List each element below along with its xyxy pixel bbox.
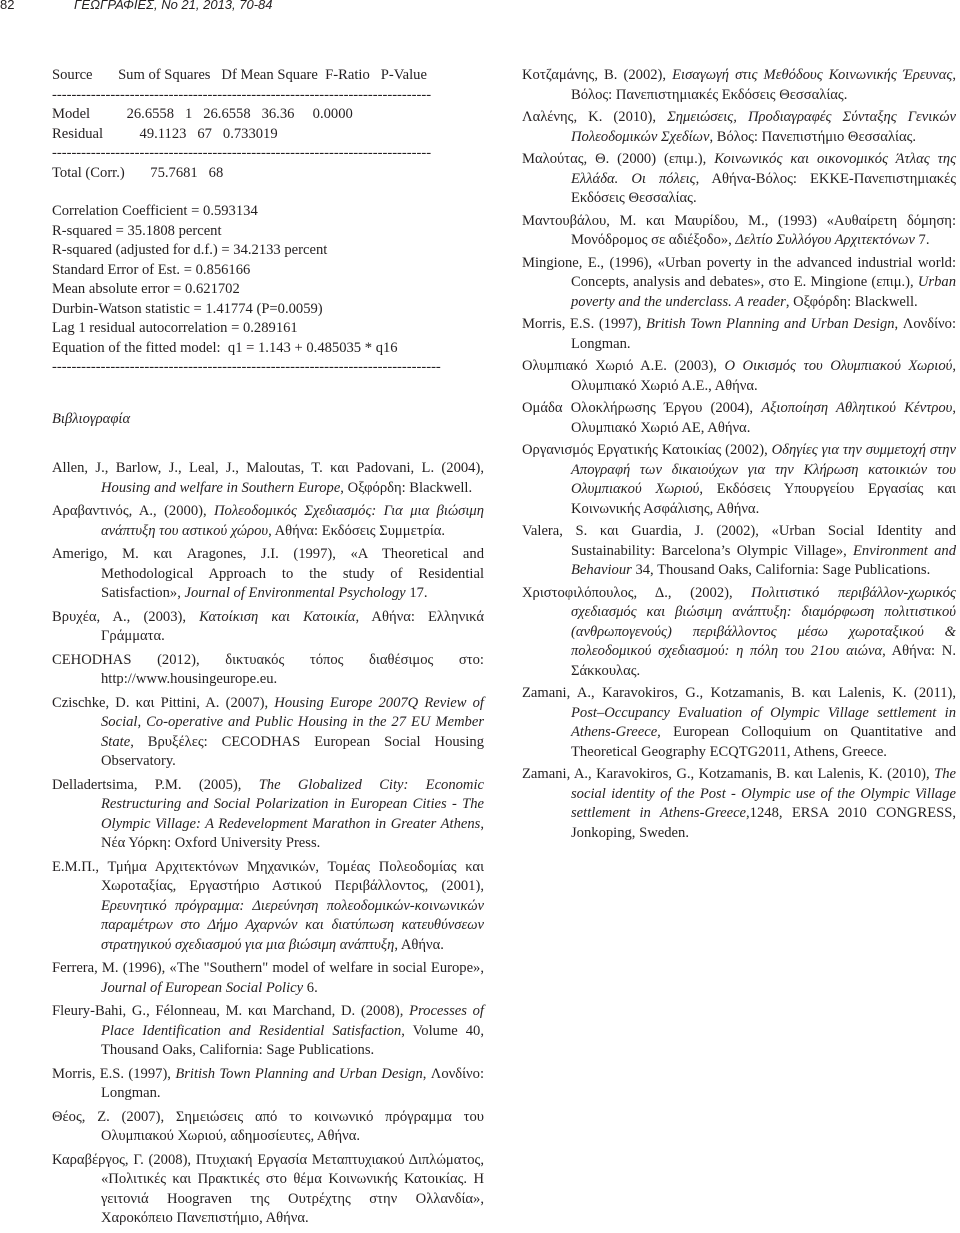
reference-text: , Volume 40, Thousand Oaks, California: Sage Publications. <box>101 1022 485 1058</box>
reference-text: European Colloquium on Quantitative and Theoretical Geography ECQTG2011, Athens, Greece. <box>571 724 956 760</box>
reference-text: Βρυχέα, Α., (2003), <box>52 608 200 625</box>
reference-title: Πολιτιστικό περιβάλλον-χωρικός σχεδιασμός και βιώσιμη ανάπτυξη: διαμόρφωση πολιτιστικού (ανθρωπογενούς) περιβάλλοντος μέσω χωροταξικού & πολεοδομικού σχεδιασμού: η πόλη του 21ου αιώνα <box>571 584 956 659</box>
journal-title: ΓΕΩΓΡΑΦΙΕΣ, Νο 21, 2013, 70-84 <box>74 0 273 12</box>
stats-table-header: Source Sum of Squares Df Mean Square F-Ratio P-Value <box>52 67 427 83</box>
reference-text: 6. <box>303 979 318 996</box>
reference-title: Journal of Environmental Psychology <box>184 585 406 601</box>
reference-title: Αξιοποίηση Αθλητικού Κέντρου <box>761 400 953 416</box>
reference-text: Czischke, D. και Pittini, A. (2007), <box>52 694 275 711</box>
reference-text: Καραβέργος, Γ. (2008), Πτυχιακή Εργασία Μεταπτυχιακού Διπλώματος, «Πολιτικές και Πρακτικές στο θέμα Κοινωνικής Κατοικίας. Η γειτονιά Hoograven της Ουτρέχτης στην Ολλανδία», Χαροκόπειο Πανεπιστήμιο, Αθήνα. <box>52 1151 484 1226</box>
reference-text: , Λονδίνο: Longman. <box>571 316 956 352</box>
reference-text: , Ολυμπιακό Χωριό ΑΕ, Αθήνα. <box>571 400 956 436</box>
stats-line: Equation of the fitted model: q1 = 1.143 + 0.485035 * q16 <box>52 339 398 356</box>
reference-text: Morris, E.S. (1997), <box>52 1065 176 1082</box>
reference-entry <box>52 1065 484 1104</box>
stats-residual-row: Residual 49.1123 67 0.733019 <box>52 125 278 142</box>
right-column <box>522 66 956 846</box>
reference-title: The social identity of the Post - Olympic use of the Olympic Village settlement in Athens-Greece <box>571 766 956 821</box>
reference-entry <box>52 459 484 498</box>
reference-text: , Λονδίνο: Longman. <box>101 1065 484 1101</box>
reference-text: Zamani, A., Karavokiros, G., Kotzamanis, B. και Lalenis, K. (2010), <box>522 766 935 782</box>
page-number: 82 <box>0 0 15 12</box>
stats-line: Standard Error of Est. = 0.856166 <box>52 261 251 278</box>
reference-entry <box>52 651 484 690</box>
reference-entry <box>522 357 956 396</box>
reference-title: Journal of European Social Policy <box>101 979 304 996</box>
reference-text: , Βόλος: Πανεπιστημιακές Εκδόσεις Θεσσαλίας. <box>571 67 956 103</box>
reference-entry <box>522 765 956 843</box>
stats-line: Mean absolute error = 0.621702 <box>52 281 240 297</box>
reference-title: Ο Οικισμός του Ολυμπιακού Χωριού <box>724 358 953 374</box>
stats-line: R-squared = 35.1808 percent <box>52 222 222 239</box>
stats-rule: ------------------------------------------------------------------------------ <box>52 145 432 161</box>
reference-text: Ferrera, M. (1996), «The "Southern" model of welfare in social Europe», <box>52 960 484 976</box>
reference-title: British Town Planning and Urban Design <box>645 316 895 332</box>
reference-text: Delladertsima, P.M. (2005), <box>52 776 259 793</box>
reference-title: British Town Planning and Urban Design <box>175 1065 423 1082</box>
reference-entry <box>52 858 484 956</box>
reference-entry <box>52 776 484 854</box>
reference-text: CEHODHAS (2012), δικτυακός τόπος διαθέσιμος στο: http://www.housingeurope.eu. <box>52 651 484 687</box>
reference-entry <box>52 694 484 772</box>
reference-title: Ερευνητικό πρόγραμμα: Διερεύνηση πολεοδομικών-κοινωνικών παραμέτρων στο Δήμο Αχαρνών και διατύπωση κατευθύνσεων στρατηγικού σχεδιασμού για μια βιώσιμη ανάπτυξη <box>101 897 484 953</box>
reference-text: , Οξφόρδη: Blackwell. <box>340 479 473 496</box>
reference-title: Processes of Place Identification and Residential Satisfaction <box>101 1003 484 1039</box>
reference-entry <box>52 1108 484 1147</box>
reference-text: Αραβαντινός, Α., (2000), <box>52 503 215 519</box>
left-reference-list <box>52 459 484 1229</box>
reference-text: Οργανισμός Εργατικής Κατοικίας (2002), <box>522 442 772 458</box>
reference-text: Fleury-Bahi, G., Félonneau, M. και Marchand, D. (2008), <box>52 1003 410 1019</box>
reference-text: ,1248, ERSA 2010 CONGRESS, Jonkoping, Sweden. <box>571 805 956 841</box>
reference-text: , Εκδόσεις Υπουργείου Εργασίας και Κοινωνικής Ασφάλισης, Αθήνα. <box>571 481 956 517</box>
reference-entry <box>52 1002 484 1061</box>
stats-line: R-squared (adjusted for d.f.) = 34.2133 percent <box>52 242 328 258</box>
reference-text: , Αθήνα-Βόλος: ΕΚΚΕ-Πανεπιστημιακές Εκδόσεις Θεσσαλίας. <box>571 170 956 206</box>
reference-text: Valera, S. και Guardia, J. (2002), «Urban Social Identity and Sustainability: Barcelona’s Olympic Village», <box>522 523 956 559</box>
reference-text: , Αθήνα: Εκδόσεις Συμμετρία. <box>268 522 446 539</box>
reference-title: Housing and welfare in Southern Europe <box>101 479 341 496</box>
reference-text: Allen, J., Barlow, J., Leal, J., Maloutas, T. και Padovani, L. (2004), <box>52 460 484 476</box>
left-column <box>52 66 484 1233</box>
reference-text: Χριστοφιλόπουλος, Δ., (2002), <box>522 584 752 601</box>
reference-text: Ε.Μ.Π., Τμήμα Αρχιτεκτόνων Μηχανικών, Τομέας Πολεοδομίας και Χωροταξίας, Εργαστήριο Αστικού Περιβάλλοντος, (2001), <box>52 858 484 894</box>
reference-text: 34, Thousand Oaks, California: Sage Publications. <box>631 562 931 578</box>
reference-entry <box>52 1151 484 1229</box>
reference-text: , Βόλος: Πανεπιστήμιο Θεσσαλίας. <box>709 128 917 145</box>
reference-title: Δελτίο Συλλόγου Αρχιτεκτόνων <box>735 232 915 248</box>
reference-text: , Αθήνα: Ν. Σάκκουλας. <box>571 643 956 679</box>
stats-line: Durbin-Watson statistic = 1.41774 (P=0.0059) <box>52 300 323 317</box>
reference-title: The Globalized City: Economic Restructuring and Social Polarization in European Cities - The Olympic Village: A Redevelopment Marathon in Greater Athens <box>101 776 485 832</box>
reference-title: Κοινωνικός και οικονομικός Άτλας της Ελλάδα. Οι πόλεις <box>571 151 956 187</box>
bibliography-heading: Βιβλιογραφία <box>52 410 131 427</box>
reference-title: Πολεοδομικός Σχεδιασμός: Για μια βιώσιμη ανάπτυξη του αστικού χώρου <box>101 503 484 539</box>
reference-title: Οδηγίες για την συμμετοχή στην Απογραφή των δικαιούχων για την Κλήρωση κατοικιών του Ολυμπιακού Χωριού <box>571 442 956 497</box>
reference-text: Ομάδα Ολοκλήρωσης Έργου (2004), <box>522 400 762 416</box>
reference-text: Μαλούτας, Θ. (2000) (επιμ.), <box>522 151 715 167</box>
stats-rule-long: -------------------------------------------------------------------------------- <box>52 359 441 375</box>
reference-entry <box>522 399 956 438</box>
reference-entry <box>52 545 484 604</box>
stats-rule: ------------------------------------------------------------------------------ <box>52 86 432 103</box>
reference-entry <box>522 522 956 581</box>
reference-entry <box>522 315 956 354</box>
regression-output <box>52 66 484 410</box>
reference-entry <box>52 959 484 998</box>
reference-text: Θέος, Ζ. (2007), Σημειώσεις από το κοινωνικό πρόγραμμα του Ολυμπιακού Χωριού, αδημοσίευτες, Αθήνα. <box>52 1108 484 1144</box>
reference-title: Environment and Behaviour <box>571 542 956 578</box>
reference-entry <box>522 66 956 105</box>
reference-text: Zamani, A., Karavokiros, G., Kotzamanis, B. και Lalenis, K. (2011), <box>522 685 956 701</box>
reference-entry <box>522 150 956 209</box>
reference-entry <box>522 212 956 251</box>
right-reference-list <box>522 66 956 843</box>
reference-text: 17. <box>405 585 428 601</box>
reference-text: , Αθήνα: Ελληνικά Γράμματα. <box>101 608 484 644</box>
reference-text: Mingione, E., (1996), «Urban poverty in the advanced industrial world: Concepts, analysis and debates», στο E. Mingione (επιμ.), <box>522 254 956 290</box>
reference-entry <box>522 684 956 762</box>
reference-text: Κοτζαμάνης, Β. (2002), <box>522 67 673 83</box>
reference-title: Εισαγωγή στις Μεθόδους Κοινωνικής Έρευνας <box>672 67 953 83</box>
reference-text: Ολυμπιακό Χωριό Α.Ε. (2003), <box>522 358 725 374</box>
stats-model-row: Model 26.6558 1 26.6558 36.36 0.0000 <box>52 106 353 122</box>
reference-text: , Βρυξέλες: CECODHAS European Social Housing Observatory. <box>101 733 484 769</box>
reference-text: , Ολυμπιακό Χωριό Α.Ε., Αθήνα. <box>571 358 956 394</box>
reference-title: Urban poverty and the underclass. A reader <box>571 274 956 310</box>
reference-text: Morris, E.S. (1997), <box>522 316 646 332</box>
reference-text: , Νέα Υόρκη: Oxford University Press. <box>101 815 484 851</box>
reference-text: Μαντουβάλου, Μ. και Μαυρίδου, Μ., (1993) «Αυθαίρετη δόμηση: Μονόδρομος σε αδιέξοδο», <box>522 212 956 248</box>
reference-entry <box>52 608 484 647</box>
stats-line: Correlation Coefficient = 0.593134 <box>52 203 258 219</box>
reference-entry <box>52 502 484 541</box>
reference-text: Λαλένης, Κ. (2010), <box>522 109 668 125</box>
reference-entry <box>522 108 956 147</box>
reference-entry <box>522 441 956 519</box>
page-header <box>0 0 960 20</box>
reference-text: , Αθήνα. <box>394 936 444 953</box>
reference-title: Σημειώσεις, Προδιαγραφές Σύνταξης Γενικών Πολεοδομικών Σχεδίων <box>571 109 957 145</box>
reference-title: Κατοίκιση και Κατοικία <box>199 608 356 625</box>
reference-title: Post–Occupancy Evaluation of Olympic Village settlement in Athens-Greece, <box>571 704 956 740</box>
stats-total-row: Total (Corr.) 75.7681 68 <box>52 164 224 181</box>
reference-text: , Οξφόρδη: Blackwell. <box>785 293 918 310</box>
reference-text: 7. <box>914 232 930 248</box>
reference-text: Amerigo, M. και Aragones, J.I. (1997), «A Theoretical and Methodological Approach to the study of Residential Satisfaction», <box>52 546 484 601</box>
reference-entry <box>522 254 956 313</box>
reference-title: Housing Europe 2007Q Review of Social, Co-operative and Public Housing in the 27 EU Member State <box>101 694 484 750</box>
reference-entry <box>522 584 956 682</box>
stats-line: Lag 1 residual autocorrelation = 0.289161 <box>52 320 298 336</box>
